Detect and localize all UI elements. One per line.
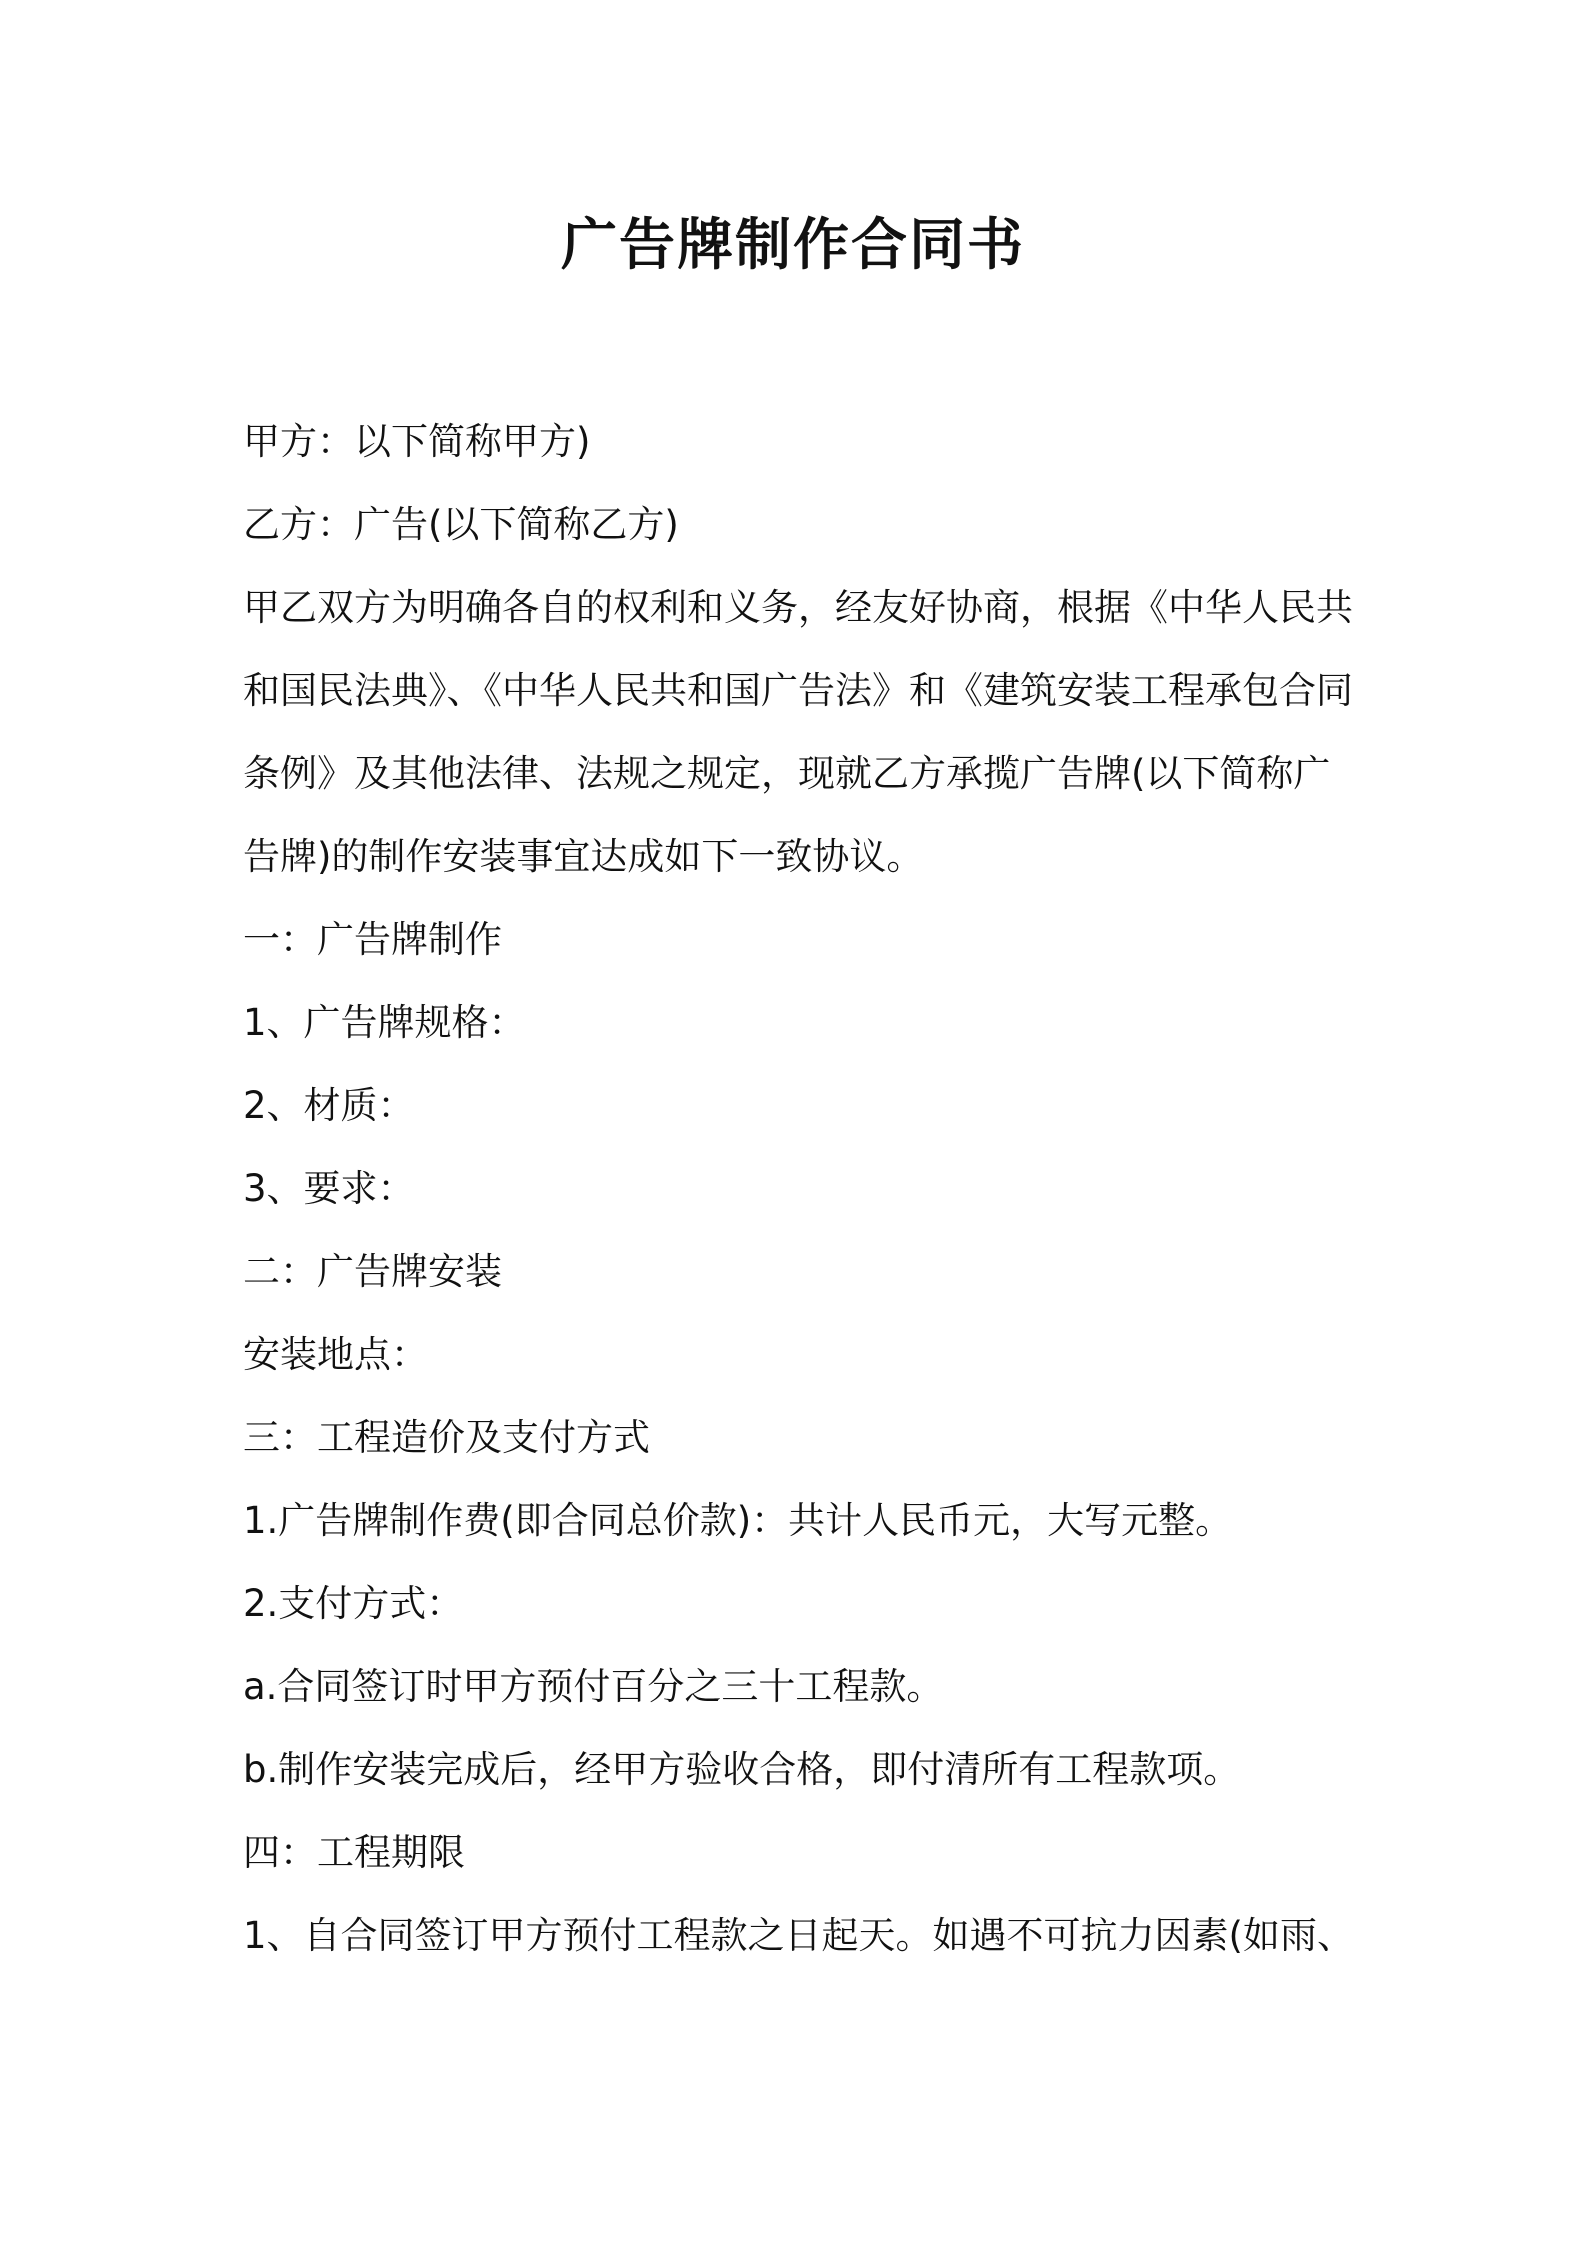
section-3-item: 1.广告牌制作费(即合同总价款)：共计人民币元，大写元整。 xyxy=(243,1499,1233,1542)
intro-line: 条例》及其他法律、法规之规定，现就乙方承揽广告牌(以下简称广 xyxy=(243,752,1331,795)
section-heading-4: 四：工程期限 xyxy=(243,1831,465,1874)
section-1-item: 3、要求： xyxy=(243,1167,415,1210)
section-heading-3: 三：工程造价及支付方式 xyxy=(243,1416,650,1459)
section-2-item: 安装地点： xyxy=(243,1333,428,1376)
document-body xyxy=(243,400,1363,1977)
section-3-item: 2.支付方式： xyxy=(243,1582,464,1625)
section-1-item: 2、材质： xyxy=(243,1084,415,1127)
intro-line: 告牌)的制作安装事宜达成如下一致协议。 xyxy=(243,835,924,878)
party-a-line: 甲方：以下简称甲方) xyxy=(243,420,591,463)
section-heading-2: 二：广告牌安装 xyxy=(243,1250,502,1293)
party-b-line: 乙方：广告(以下简称乙方) xyxy=(243,503,679,546)
section-heading-1: 一：广告牌制作 xyxy=(243,918,502,961)
section-1-item: 1、广告牌规格： xyxy=(243,1001,526,1044)
section-3-item: b.制作安装完成后，经甲方验收合格，即付清所有工程款项。 xyxy=(243,1748,1241,1791)
intro-line: 甲乙双方为明确各自的权利和义务，经友好协商，根据《中华人民共 xyxy=(243,586,1353,629)
section-4-item: 1、自合同签订甲方预付工程款之日起天。如遇不可抗力因素(如雨、 xyxy=(243,1914,1354,1957)
page-title: 广告牌制作合同书 xyxy=(561,213,1025,278)
section-3-item: a.合同签订时甲方预付百分之三十工程款。 xyxy=(243,1665,944,1708)
intro-line: 和国民法典》、《中华人民共和国广告法》和《建筑安装工程承包合同 xyxy=(243,669,1353,712)
